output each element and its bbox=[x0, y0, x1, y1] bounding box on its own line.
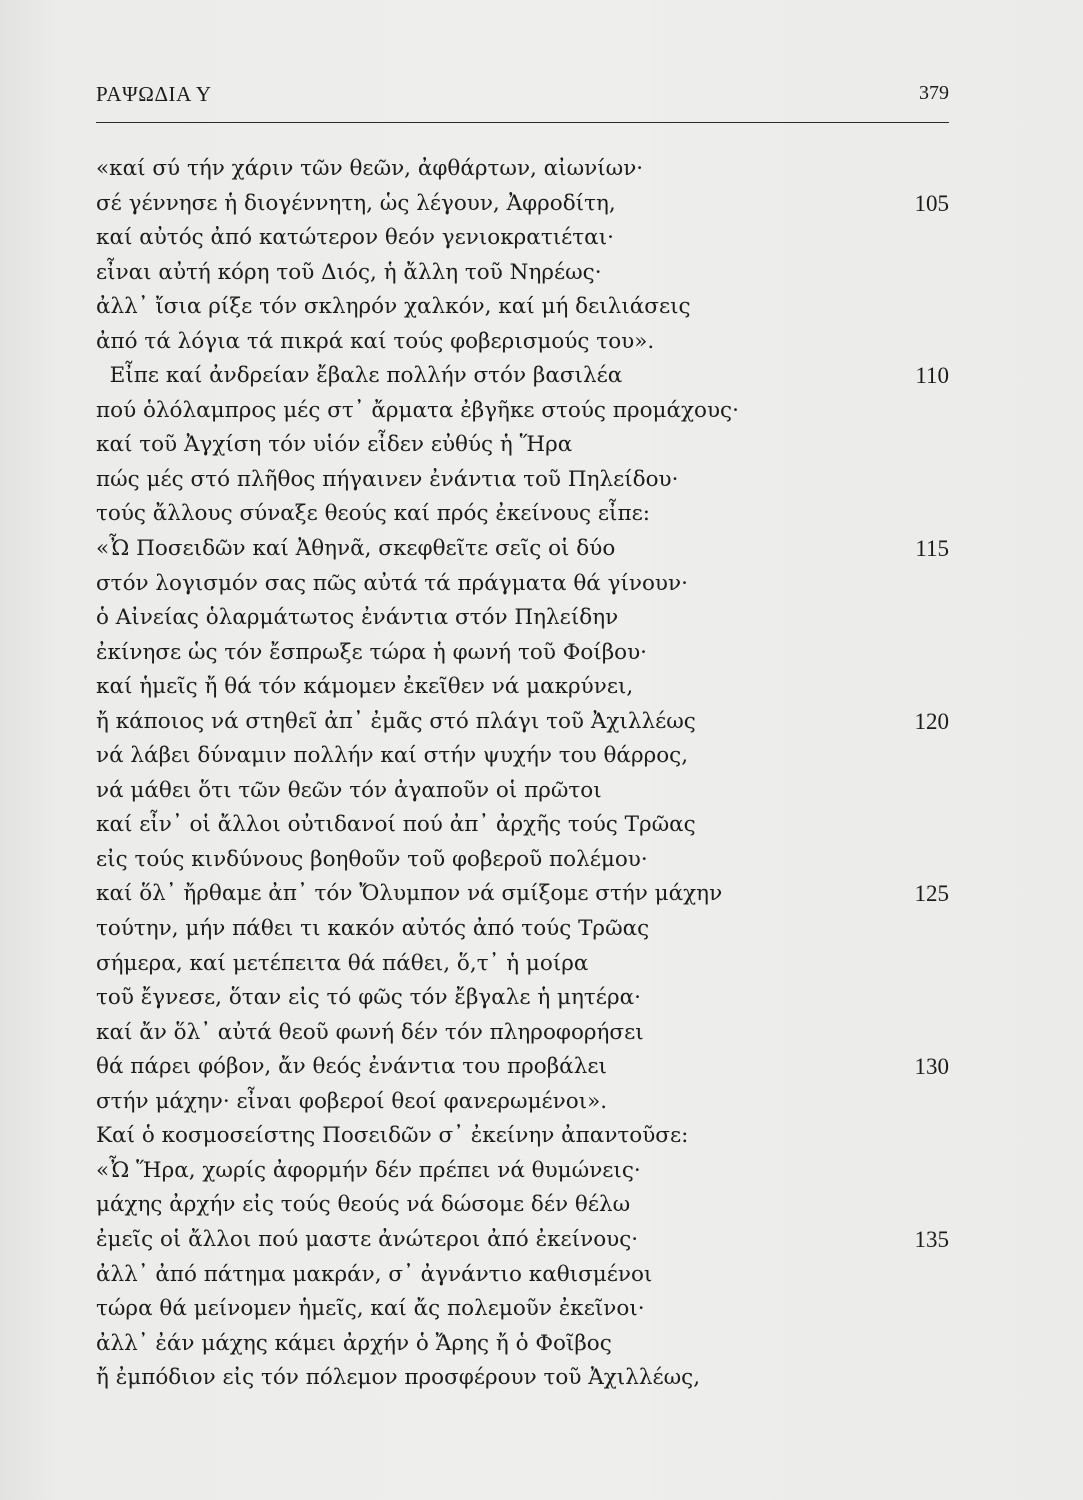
line-number: 125 bbox=[914, 881, 949, 907]
verse-line bbox=[96, 1119, 949, 1154]
verse-text: Εἶπε καί ἀνδρείαν ἔβαλε πολλήν στόν βασιλέα bbox=[96, 363, 623, 389]
verse-text: ἤ ἐμπόδιον εἰς τόν πόλεμον προσφέρουν τοῦ Ἀχιλλέως, bbox=[96, 1365, 701, 1391]
verse-text: τώρα θά μείνομεν ἡμεῖς, καί ἄς πολεμοῦν ἐκεῖνοι· bbox=[96, 1296, 645, 1322]
verse-line bbox=[96, 670, 949, 705]
verse-line bbox=[96, 877, 949, 912]
line-number: 120 bbox=[914, 708, 949, 734]
verse-text: ἤ κάποιος νά στηθεῖ ἀπ᾽ ἐμᾶς στό πλάγι τοῦ Ἀχιλλέως bbox=[96, 708, 696, 734]
verse-text: Καί ὁ κοσμοσείστης Ποσειδῶν σ᾽ ἐκείνην ἀπαντοῦσε: bbox=[96, 1123, 689, 1149]
verse-text: στήν μάχην· εἶναι φοβεροί θεοί φανερωμένοι». bbox=[96, 1088, 608, 1114]
verse-text: καί ἡμεῖς ἤ θά τόν κάμομεν ἐκεῖθεν νά μακρύνει, bbox=[96, 674, 634, 700]
verse-line bbox=[96, 532, 949, 567]
verse-line bbox=[96, 152, 949, 187]
verse-text: καί ἄν ὅλ᾽ αὐτά θεοῦ φωνή δέν τόν πληροφορήσει bbox=[96, 1019, 644, 1045]
verse-line bbox=[96, 808, 949, 843]
verse-text: σήμερα, καί μετέπειτα θά πάθει, ὅ,τ᾽ ἡ μοίρα bbox=[96, 950, 589, 976]
verse-line bbox=[96, 1016, 949, 1051]
verse-line bbox=[96, 843, 949, 878]
verse-text: καί τοῦ Ἀγχίση τόν υἱόν εἶδεν εὐθύς ἡ Ἥρα bbox=[96, 432, 573, 458]
verse-text: ἀπό τά λόγια τά πικρά καί τούς φοβερισμούς του». bbox=[96, 328, 655, 354]
verse-text: ἐκίνησε ὡς τόν ἔσπρωξε τώρα ἡ φωνή τοῦ Φοίβου· bbox=[96, 639, 648, 665]
verse-line bbox=[96, 636, 949, 671]
verse-line bbox=[96, 290, 949, 325]
verse-line bbox=[96, 359, 949, 394]
verse-block bbox=[96, 152, 949, 1396]
verse-line bbox=[96, 981, 949, 1016]
verse-line bbox=[96, 1361, 949, 1396]
verse-line bbox=[96, 221, 949, 256]
verse-line bbox=[96, 601, 949, 636]
page-number: 379 bbox=[919, 82, 949, 104]
verse-text: τοῦ ἔγνεσε, ὅταν εἰς τό φῶς τόν ἔβγαλε ἡ μητέρα· bbox=[96, 985, 641, 1011]
verse-text: θά πάρει φόβον, ἄν θεός ἐνάντια του προβάλει bbox=[96, 1054, 607, 1080]
verse-text: νά μάθει ὅτι τῶν θεῶν τόν ἀγαποῦν οἱ πρῶτοι bbox=[96, 777, 602, 803]
verse-text: στόν λογισμόν σας πῶς αὐτά τά πράγματα θά γίνουν· bbox=[96, 570, 688, 596]
verse-line bbox=[96, 1188, 949, 1223]
verse-line bbox=[96, 1223, 949, 1258]
verse-line bbox=[96, 394, 949, 429]
verse-text: «καί σύ τήν χάριν τῶν θεῶν, ἀφθάρτων, αἰωνίων· bbox=[96, 156, 644, 181]
verse-line bbox=[96, 947, 949, 982]
verse-line bbox=[96, 705, 949, 740]
line-number: 130 bbox=[914, 1054, 949, 1080]
verse-text: καί εἶν᾽ οἱ ἄλλοι οὐτιδανοί πού ἀπ᾽ ἀρχῆς τούς Τρῶας bbox=[96, 812, 696, 838]
verse-line bbox=[96, 187, 949, 222]
running-head: ΡΑΨΩΔΙΑ Υ bbox=[96, 82, 212, 106]
verse-text: σέ γέννησε ἡ διογέννητη, ὡς λέγουν, Ἀφροδίτη, bbox=[96, 190, 616, 216]
line-number: 135 bbox=[914, 1226, 949, 1252]
verse-text: τούτην, μήν πάθει τι κακόν αὐτός ἀπό τούς Τρῶας bbox=[96, 916, 650, 942]
line-number: 110 bbox=[915, 363, 949, 389]
verse-line bbox=[96, 1258, 949, 1293]
verse-line bbox=[96, 1085, 949, 1120]
verse-line bbox=[96, 256, 949, 291]
verse-line bbox=[96, 325, 949, 360]
verse-text: εἶναι αὐτή κόρη τοῦ Διός, ἡ ἄλλη τοῦ Νηρέως· bbox=[96, 259, 602, 285]
verse-line bbox=[96, 774, 949, 809]
verse-text: ἀλλ᾽ ἐάν μάχης κάμει ἀρχήν ὁ Ἄρης ἤ ὁ Φοῖβος bbox=[96, 1330, 612, 1356]
verse-line bbox=[96, 1050, 949, 1085]
verse-text: τούς ἄλλους σύναξε θεούς καί πρός ἐκείνους εἶπε: bbox=[96, 501, 650, 527]
page-header bbox=[96, 78, 949, 123]
verse-text: «Ὦ Ποσειδῶν καί Ἀθηνᾶ, σκεφθεῖτε σεῖς οἱ δύο bbox=[96, 536, 616, 562]
line-number: 115 bbox=[915, 536, 949, 562]
verse-text: ἀλλ᾽ ἀπό πάτημα μακράν, σ᾽ ἀγνάντιο καθισμένοι bbox=[96, 1261, 653, 1287]
verse-line bbox=[96, 428, 949, 463]
verse-line bbox=[96, 739, 949, 774]
verse-text: μάχης ἀρχήν εἰς τούς θεούς νά δώσομε δέν θέλω bbox=[96, 1192, 631, 1218]
verse-text: νά λάβει δύναμιν πολλήν καί στήν ψυχήν του θάρρος, bbox=[96, 743, 689, 769]
verse-line bbox=[96, 1154, 949, 1189]
verse-text: ἀλλ᾽ ἴσια ρίξε τόν σκληρόν χαλκόν, καί μή δειλιάσεις bbox=[96, 294, 691, 320]
verse-text: πού ὁλόλαμπρος μές στ᾽ ἄρματα ἐβγῆκε στούς προμάχους· bbox=[96, 397, 739, 423]
verse-line bbox=[96, 912, 949, 947]
verse-line bbox=[96, 1292, 949, 1327]
verse-text: ἐμεῖς οἱ ἄλλοι πού μαστε ἀνώτεροι ἀπό ἐκείνους· bbox=[96, 1226, 639, 1252]
verse-line bbox=[96, 463, 949, 498]
verse-text: ὁ Αἰνείας ὁλαρμάτωτος ἐνάντια στόν Πηλείδην bbox=[96, 605, 619, 631]
verse-text: εἰς τούς κινδύνους βοηθοῦν τοῦ φοβεροῦ πολέμου· bbox=[96, 846, 648, 872]
verse-text: «Ὦ Ἥρα, χωρίς ἀφορμήν δέν πρέπει νά θυμώνεις· bbox=[96, 1157, 641, 1183]
verse-text: πώς μές στό πλῆθος πήγαινεν ἐνάντια τοῦ Πηλείδου· bbox=[96, 466, 679, 492]
line-number: 105 bbox=[914, 190, 949, 216]
verse-text: καί ὅλ᾽ ἤρθαμε ἀπ᾽ τόν Ὄλυμπον νά σμίξομε στήν μάχην bbox=[96, 881, 723, 907]
verse-line bbox=[96, 1327, 949, 1362]
verse-text: καί αὐτός ἀπό κατώτερον θεόν γενιοκρατιέται· bbox=[96, 225, 614, 251]
verse-line bbox=[96, 497, 949, 532]
verse-line bbox=[96, 567, 949, 602]
